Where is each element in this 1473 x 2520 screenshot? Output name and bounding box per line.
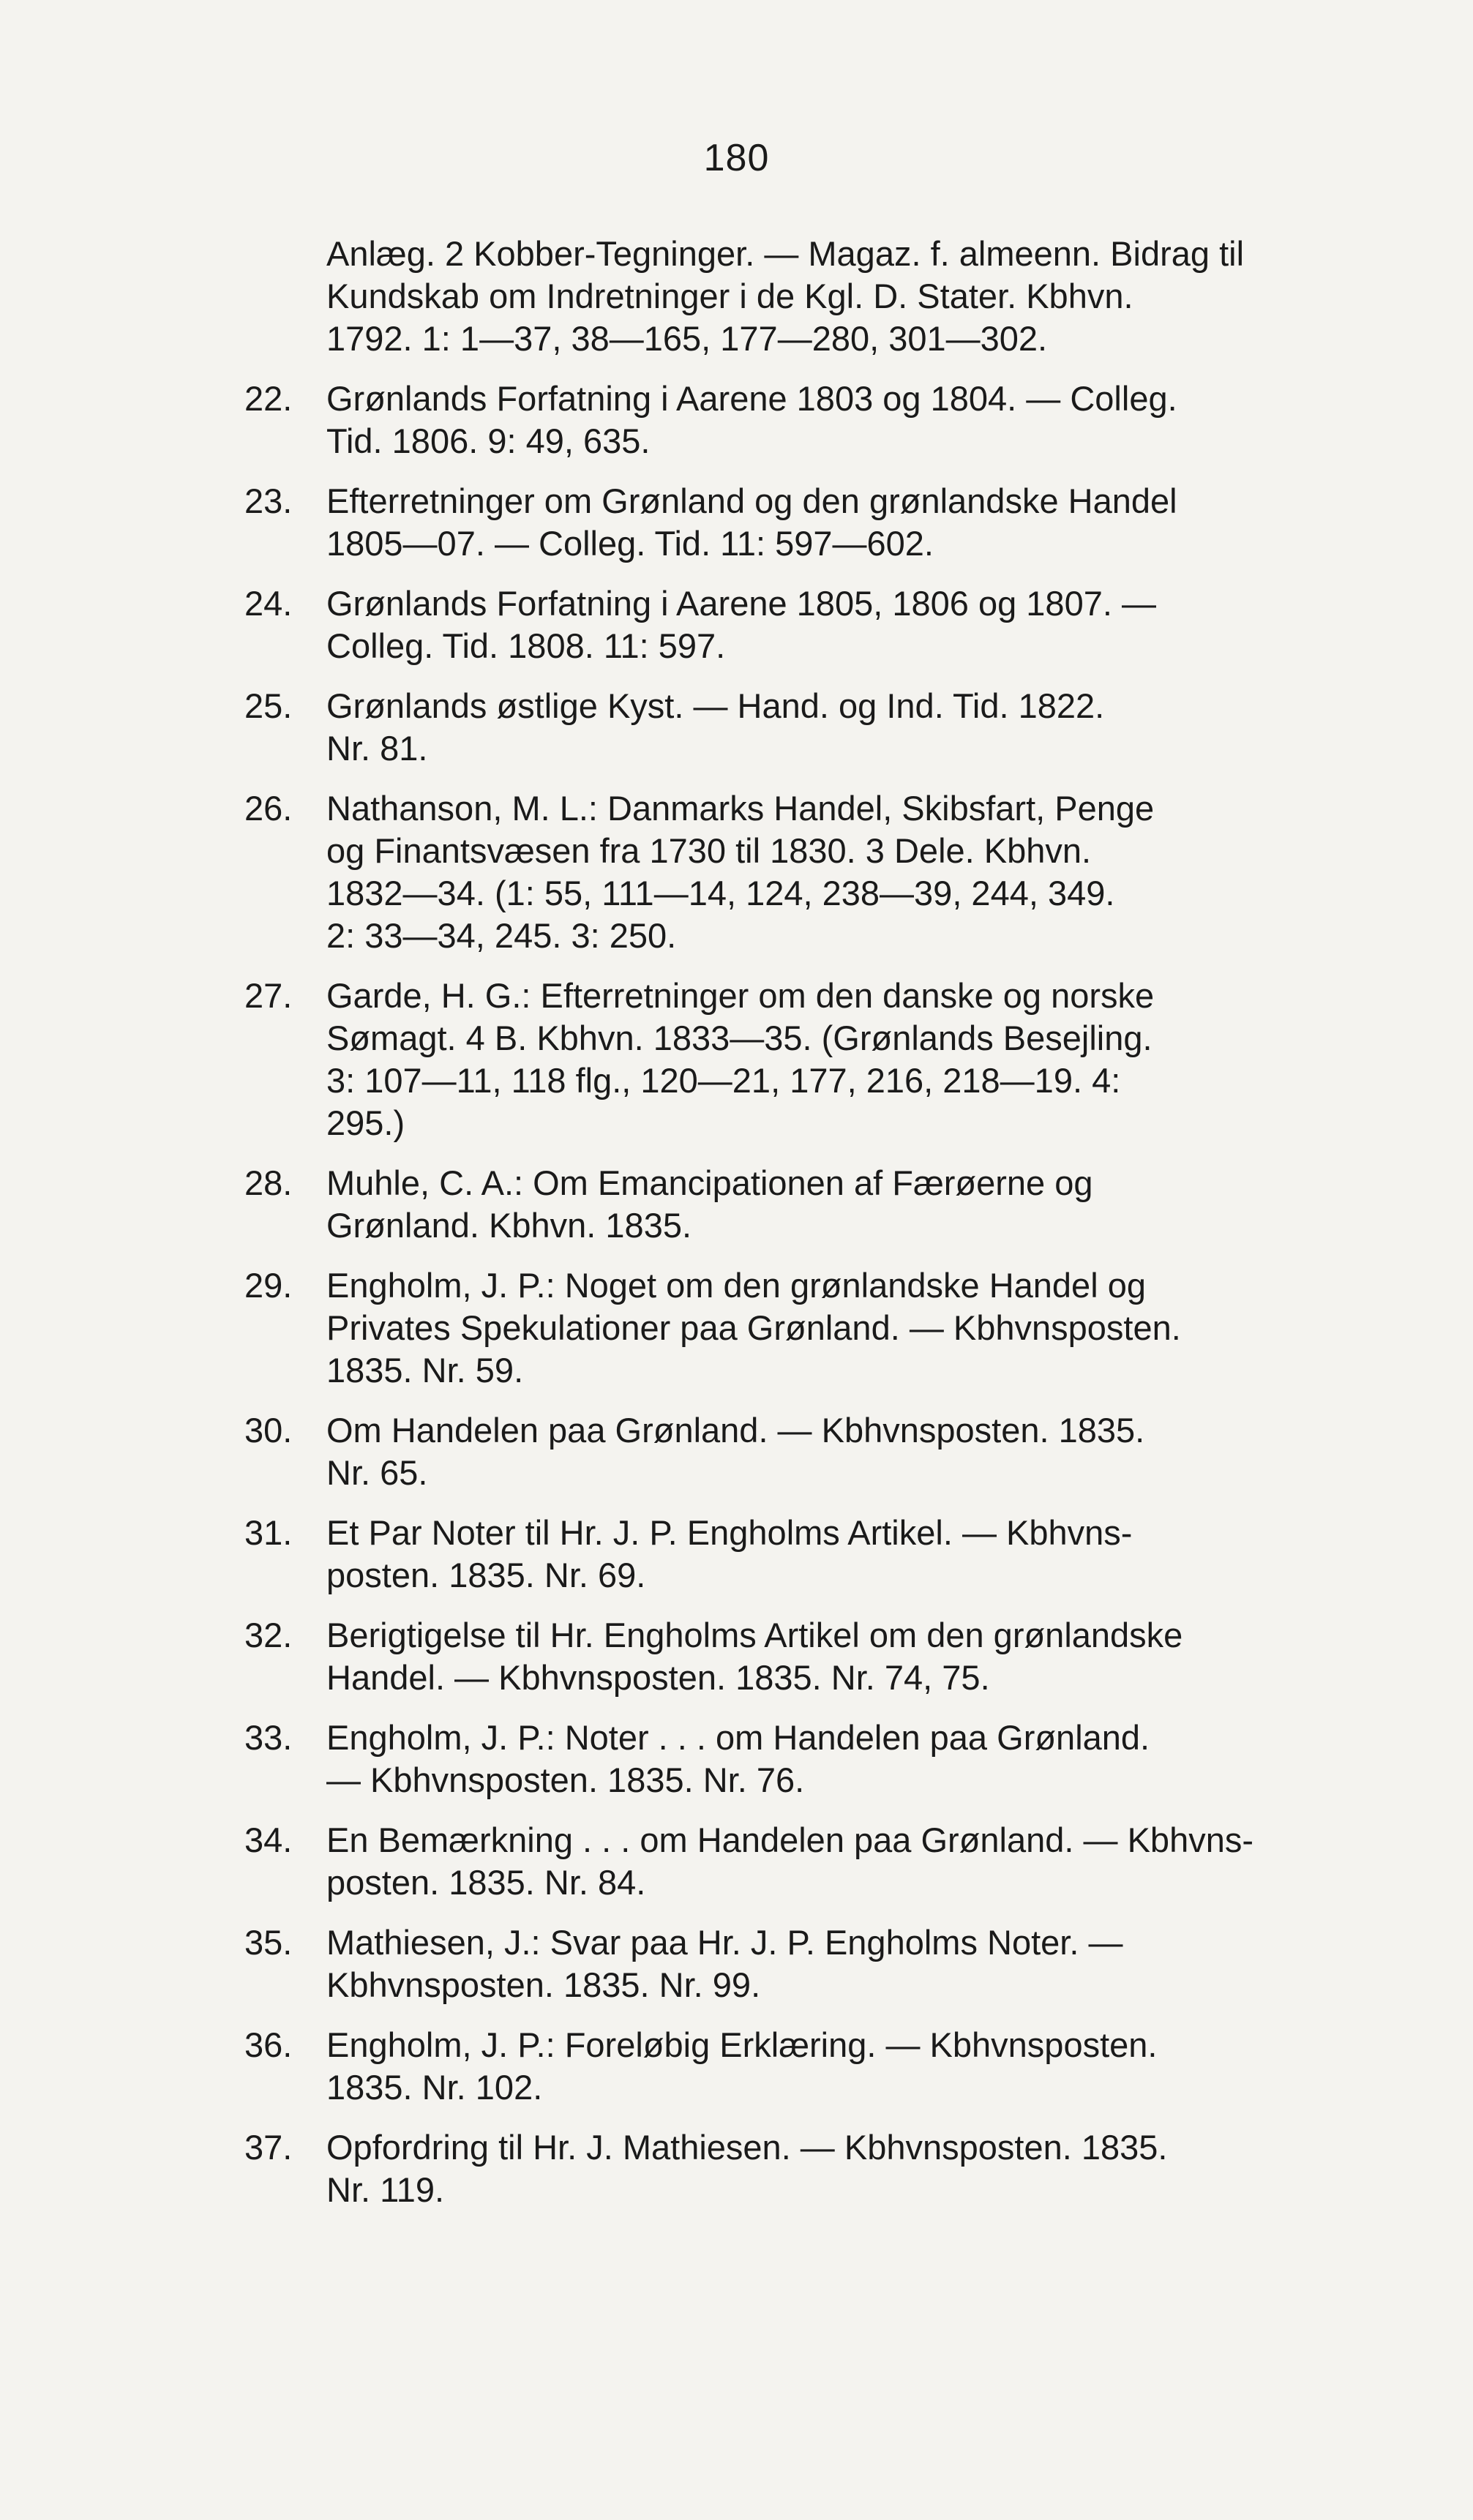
entry-number: 26.	[244, 789, 293, 828]
entry-line: Engholm, J. P.: Foreløbig Erklæring. — Kbhvnsposten.	[326, 2025, 1158, 2064]
entry-line: Nathanson, M. L.: Danmarks Handel, Skibsfart, Penge	[326, 789, 1155, 828]
list-item	[244, 1409, 1373, 1494]
list-item	[244, 685, 1373, 770]
list-item	[244, 1717, 1373, 1801]
entry-number: 24.	[244, 584, 293, 623]
list-item	[244, 582, 1373, 667]
entry-line: Garde, H. G.: Efterretninger om den danske og norske	[326, 976, 1155, 1015]
entry-line: 1805—07. — Colleg. Tid. 11: 597—602.	[326, 524, 934, 563]
entry-line: Grønlands østlige Kyst. — Hand. og Ind. Tid. 1822.	[326, 686, 1105, 725]
entry-line: Muhle, C. A.: Om Emancipationen af Færøerne og	[326, 1163, 1093, 1202]
entry-line: Tid. 1806. 9: 49, 635.	[326, 421, 651, 460]
entry-line: En Bemærkning . . . om Handelen paa Grønland. — Kbhvns-	[326, 1820, 1254, 1859]
entry-line: 1835. Nr. 102.	[326, 2068, 543, 2107]
entry-line: Efterretninger om Grønland og den grønlandske Handel	[326, 481, 1177, 520]
bibliography-list	[244, 233, 1373, 2229]
entry-line: Et Par Noter til Hr. J. P. Engholms Artikel. — Kbhvns-	[326, 1513, 1133, 1552]
entry-line: Colleg. Tid. 1808. 11: 597.	[326, 626, 726, 665]
entry-line: Opfordring til Hr. J. Mathiesen. — Kbhvnsposten. 1835.	[326, 2128, 1168, 2167]
entry-line: Nr. 65.	[326, 1453, 428, 1492]
list-item	[244, 378, 1373, 462]
entry-line: Engholm, J. P.: Noget om den grønlandske Handel og	[326, 1266, 1146, 1305]
entry-line: Anlæg. 2 Kobber-Tegninger. — Magaz. f. almeenn. Bidrag til	[326, 234, 1245, 273]
entry-number: 33.	[244, 1718, 293, 1757]
entry-line: Berigtigelse til Hr. Engholms Artikel om den grønlandske	[326, 1616, 1183, 1654]
entry-line: 295.)	[326, 1103, 405, 1142]
entry-line: 1832—34. (1: 55, 111—14, 124, 238—39, 244, 349.	[326, 874, 1115, 912]
entry-number: 27.	[244, 976, 293, 1015]
entry-line: Kundskab om Indretninger i de Kgl. D. Stater. Kbhvn.	[326, 277, 1133, 315]
entry-line: Handel. — Kbhvnsposten. 1835. Nr. 74, 75.	[326, 1658, 990, 1697]
list-item	[244, 1819, 1373, 1904]
list-item	[244, 2126, 1373, 2211]
entry-line: Grønland. Kbhvn. 1835.	[326, 1206, 692, 1245]
entry-line: 2: 33—34, 245. 3: 250.	[326, 916, 677, 955]
entry-line: Nr. 81.	[326, 729, 428, 768]
list-item	[244, 1921, 1373, 2006]
entry-line: Grønlands Forfatning i Aarene 1805, 1806 og 1807. —	[326, 584, 1156, 623]
entry-number: 29.	[244, 1266, 293, 1305]
entry-line: Om Handelen paa Grønland. — Kbhvnsposten. 1835.	[326, 1411, 1145, 1450]
entry-line: Nr. 119.	[326, 2170, 445, 2209]
list-item	[244, 975, 1373, 1144]
entry-number: 25.	[244, 686, 293, 725]
list-item	[244, 787, 1373, 957]
entry-line: 1792. 1: 1—37, 38—165, 177—280, 301—302.	[326, 319, 1048, 358]
entry-line: Sømagt. 4 B. Kbhvn. 1833—35. (Grønlands Besejling.	[326, 1019, 1152, 1057]
list-item	[326, 233, 1373, 360]
entry-line: Engholm, J. P.: Noter . . . om Handelen paa Grønland.	[326, 1718, 1150, 1757]
list-item	[244, 1614, 1373, 1699]
entry-line: — Kbhvnsposten. 1835. Nr. 76.	[326, 1760, 805, 1799]
list-item	[244, 480, 1373, 565]
entry-number: 30.	[244, 1411, 293, 1450]
page-number: 180	[703, 137, 770, 179]
entry-number: 28.	[244, 1163, 293, 1202]
entry-number: 36.	[244, 2025, 293, 2064]
list-item	[244, 1264, 1373, 1392]
entry-number: 22.	[244, 379, 293, 418]
entry-line: posten. 1835. Nr. 84.	[326, 1863, 646, 1902]
entry-number: 37.	[244, 2128, 293, 2167]
entry-line: posten. 1835. Nr. 69.	[326, 1556, 646, 1594]
entry-number: 32.	[244, 1616, 293, 1654]
entry-number: 35.	[244, 1923, 293, 1962]
entry-number: 34.	[244, 1820, 293, 1859]
list-item	[244, 1512, 1373, 1597]
entry-number: 23.	[244, 481, 293, 520]
entry-line: Grønlands Forfatning i Aarene 1803 og 1804. — Colleg.	[326, 379, 1177, 418]
entry-line: Privates Spekulationer paa Grønland. — Kbhvnsposten.	[326, 1308, 1181, 1347]
list-item	[244, 1162, 1373, 1247]
entry-number: 31.	[244, 1513, 293, 1552]
entry-line: 1835. Nr. 59.	[326, 1351, 524, 1390]
entry-line: og Finantsvæsen fra 1730 til 1830. 3 Dele. Kbhvn.	[326, 831, 1092, 870]
list-item	[244, 2024, 1373, 2109]
entry-line: Mathiesen, J.: Svar paa Hr. J. P. Engholms Noter. —	[326, 1923, 1123, 1962]
entry-line: Kbhvnsposten. 1835. Nr. 99.	[326, 1965, 761, 2004]
entry-line: 3: 107—11, 118 flg., 120—21, 177, 216, 218—19. 4:	[326, 1061, 1121, 1100]
